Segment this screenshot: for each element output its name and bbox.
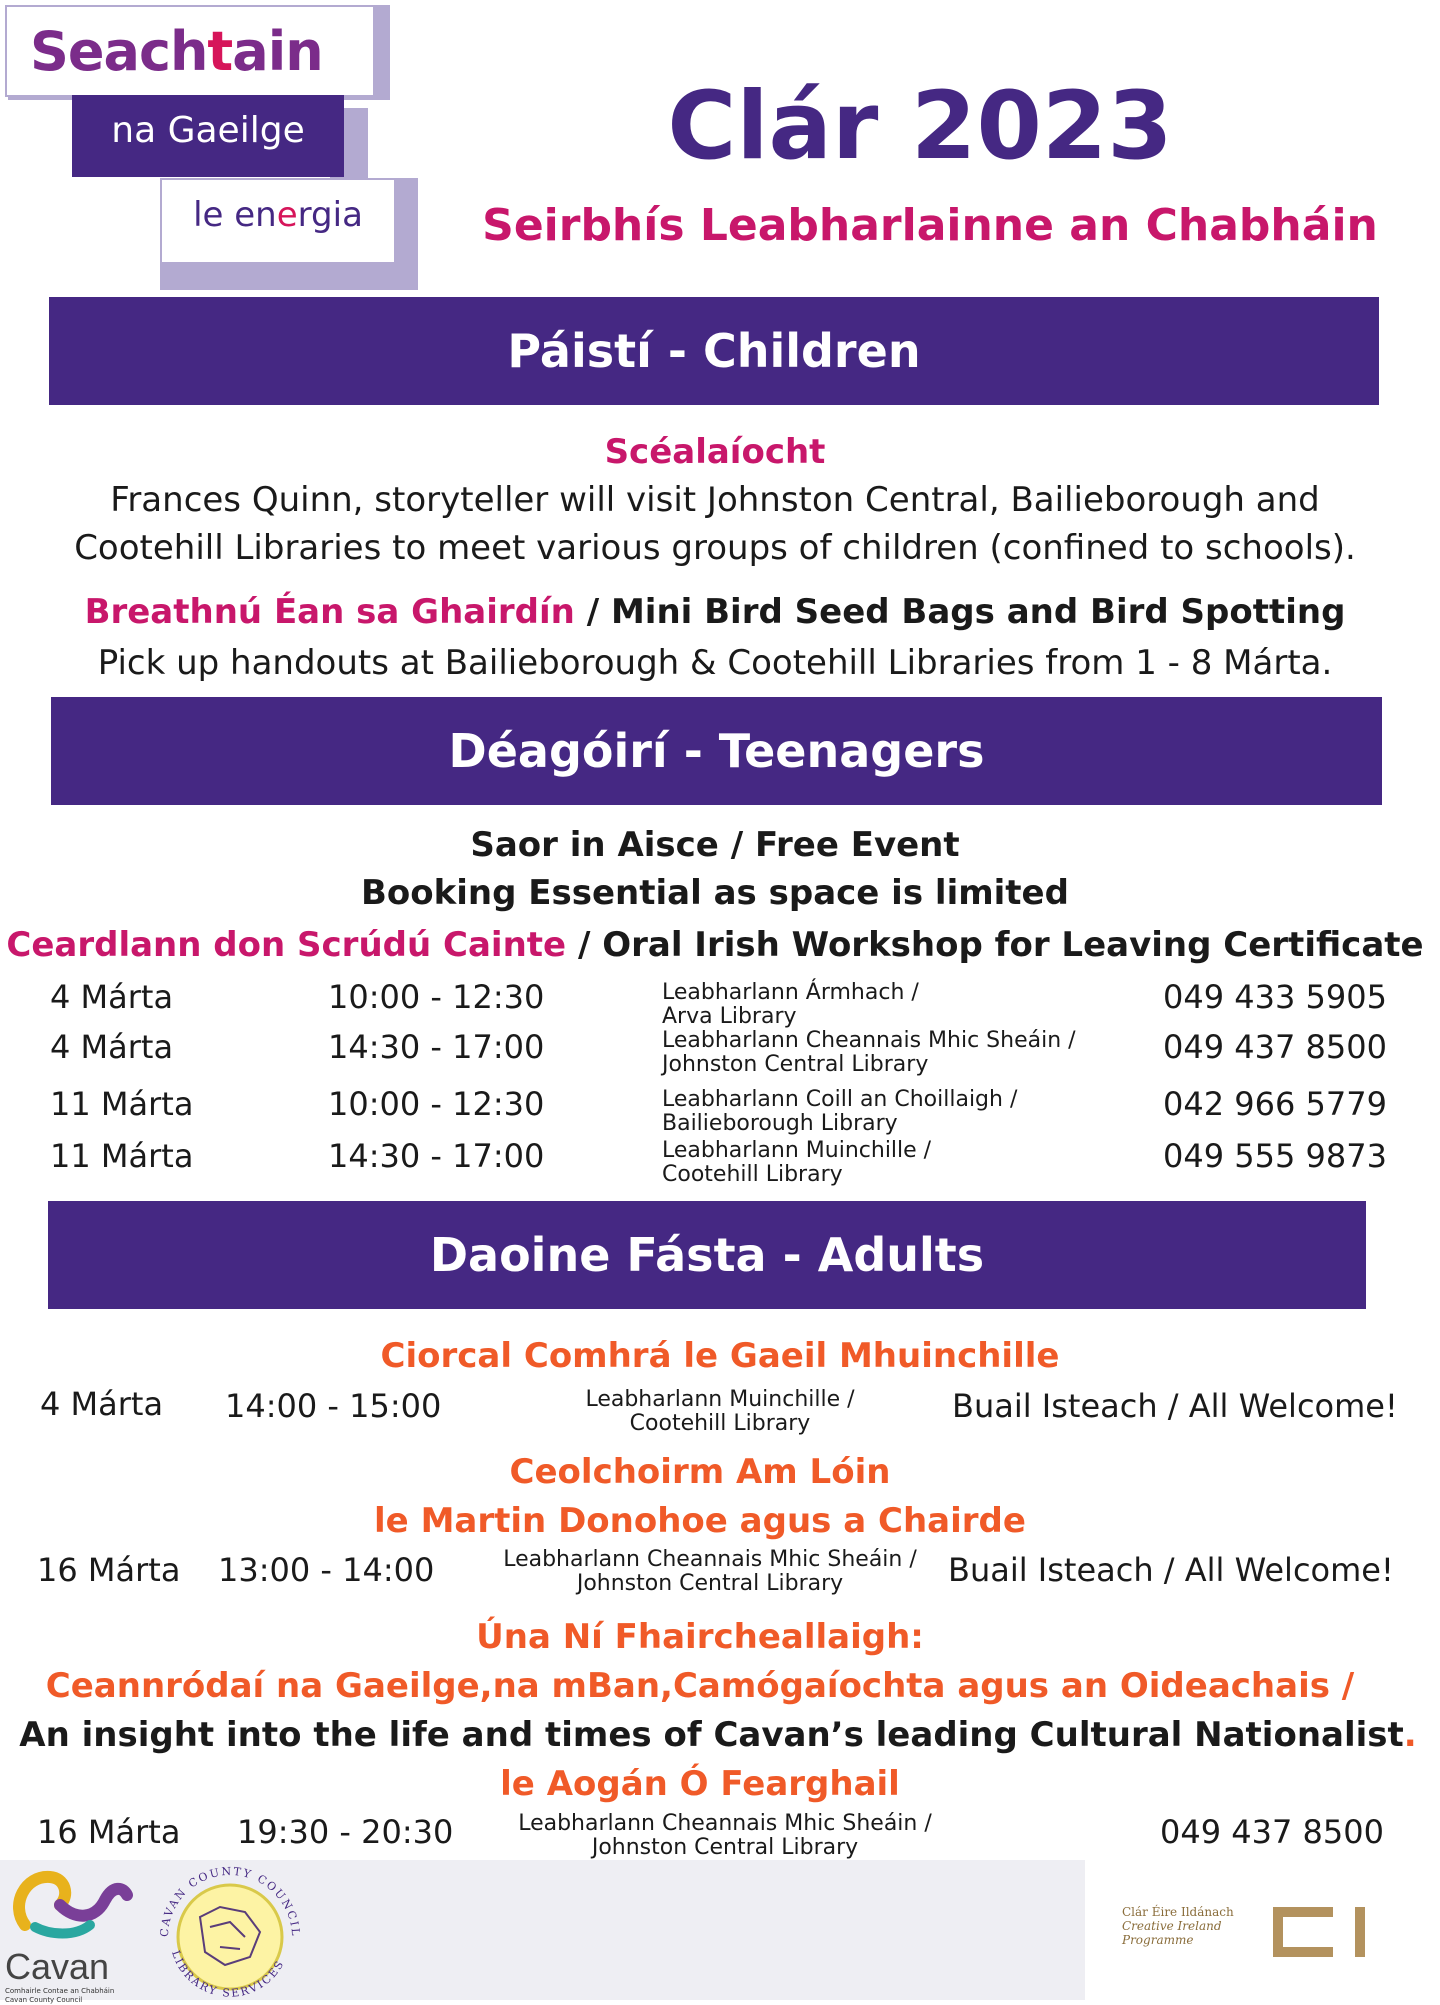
teens-note-booking: Booking Essential as space is limited — [361, 873, 1069, 913]
adults-event3-time: 19:30 - 20:30 — [237, 1813, 454, 1851]
svg-text:LIBRARY SERVICES: LIBRARY SERVICES — [168, 1948, 288, 1997]
page-title: Clár 2023 — [667, 72, 1173, 181]
adults-event3-location: Leabharlann Cheannais Mhic Sheáin / Johnston Central Library — [518, 1811, 932, 1860]
children-event1-line1: Frances Quinn, storyteller will visit Johnston Central, Bailieborough and — [110, 480, 1320, 520]
teens-row4-phone: 049 555 9873 — [1163, 1137, 1387, 1175]
cavan-logo-subtitle: Comhairle Contae an Chabháin Cavan County Council — [5, 1987, 115, 2004]
creative-ireland-mark-icon — [1263, 1902, 1383, 1962]
teens-row1-time: 10:00 - 12:30 — [328, 978, 545, 1016]
teens-row2-phone: 049 437 8500 — [1163, 1028, 1387, 1066]
section-adults-heading: Daoine Fásta - Adults — [48, 1201, 1366, 1309]
teens-row1-phone: 049 433 5905 — [1163, 978, 1387, 1016]
adults-event3-title: Úna Ní Fhaircheallaigh: — [476, 1617, 924, 1657]
creative-ireland-logo — [1263, 1902, 1383, 1966]
adults-event3-phone: 049 437 8500 — [1160, 1813, 1384, 1851]
teens-row4-date: 11 Márta — [50, 1137, 194, 1175]
cavan-logo — [5, 1865, 135, 2004]
adults-event2-time: 13:00 - 14:00 — [218, 1551, 435, 1589]
teens-row3-time: 10:00 - 12:30 — [328, 1085, 545, 1123]
adults-event3-speaker: le Aogán Ó Fearghail — [500, 1764, 900, 1804]
teens-row4-location: Leabharlann Muinchille / Cootehill Library — [662, 1138, 932, 1187]
teens-row3-location: Leabharlann Coill an Choillaigh / Bailieborough Library — [662, 1087, 1018, 1136]
adults-event3-subtitle: Ceannródaí na Gaeilge,na mBan,Camógaíochta agus an Oideachais / — [45, 1666, 1355, 1706]
adults-event3-date: 16 Márta — [37, 1813, 181, 1851]
adults-event2-location: Leabharlann Cheannais Mhic Sheáin / Johnston Central Library — [503, 1547, 917, 1596]
creative-ireland-text: Clár Éire Ildánach Creative Ireland Programme — [1122, 1905, 1234, 1947]
adults-event2-note: Buail Isteach / All Welcome! — [948, 1551, 1394, 1589]
section-children-heading: Páistí - Children — [49, 297, 1379, 405]
adults-event3-description: An insight into the life and times of Cavan’s leading Cultural Nationalist. — [19, 1715, 1417, 1755]
teens-event-title: Ceardlann don Scrúdú Cainte / Oral Irish Workshop for Leaving Certificate — [6, 925, 1424, 965]
adults-event1-date: 4 Márta — [40, 1385, 164, 1423]
adults-event1-note: Buail Isteach / All Welcome! — [952, 1387, 1398, 1425]
adults-event1-time: 14:00 - 15:00 — [225, 1387, 442, 1425]
teens-row4-time: 14:30 - 17:00 — [328, 1137, 545, 1175]
adults-event1-title: Ciorcal Comhrá le Gaeil Mhuinchille — [380, 1336, 1060, 1376]
adults-event2-date: 16 Márta — [37, 1551, 181, 1589]
children-event2-line: Pick up handouts at Bailieborough & Cootehill Libraries from 1 - 8 Márta. — [97, 643, 1333, 683]
teens-row1-date: 4 Márta — [50, 978, 174, 1016]
library-services-seal — [150, 1857, 310, 2001]
cavan-logo-text: Cavan — [5, 1946, 110, 1987]
cavan-swirl-icon — [5, 1865, 135, 1945]
svg-text:CAVAN COUNTY COUNCIL: CAVAN COUNTY COUNCIL — [157, 1864, 303, 1938]
section-teens-heading: Déagóirí - Teenagers — [51, 697, 1382, 805]
adults-event2-subtitle: le Martin Donohoe agus a Chairde — [374, 1501, 1026, 1541]
teens-note-free: Saor in Aisce / Free Event — [470, 825, 960, 865]
page-subtitle: Seirbhís Leabharlainne an Chabháin — [482, 200, 1378, 251]
library-seal-icon — [150, 1857, 310, 1997]
logo-energia: le energia — [193, 195, 363, 235]
teens-row1-location: Leabharlann Ármhach / Arva Library — [662, 980, 919, 1029]
logo-na-gaeilge: na Gaeilge — [111, 110, 305, 151]
teens-row2-date: 4 Márta — [50, 1028, 174, 1066]
logo-seachtain: Seachtain — [30, 20, 323, 83]
children-event1-title: Scéalaíocht — [604, 432, 826, 472]
children-event1-line2: Cootehill Libraries to meet various groups of children (confined to schools). — [74, 528, 1356, 568]
teens-row3-phone: 042 966 5779 — [1163, 1085, 1387, 1123]
children-event2-title: Breathnú Éan sa Ghairdín / Mini Bird Seed Bags and Bird Spotting — [84, 592, 1346, 632]
teens-row3-date: 11 Márta — [50, 1085, 194, 1123]
adults-event2-title: Ceolchoirm Am Lóin — [509, 1452, 891, 1492]
adults-event1-location: Leabharlann Muinchille / Cootehill Library — [585, 1387, 855, 1436]
teens-row2-time: 14:30 - 17:00 — [328, 1028, 545, 1066]
teens-row2-location: Leabharlann Cheannais Mhic Sheáin / Johnston Central Library — [662, 1028, 1076, 1077]
